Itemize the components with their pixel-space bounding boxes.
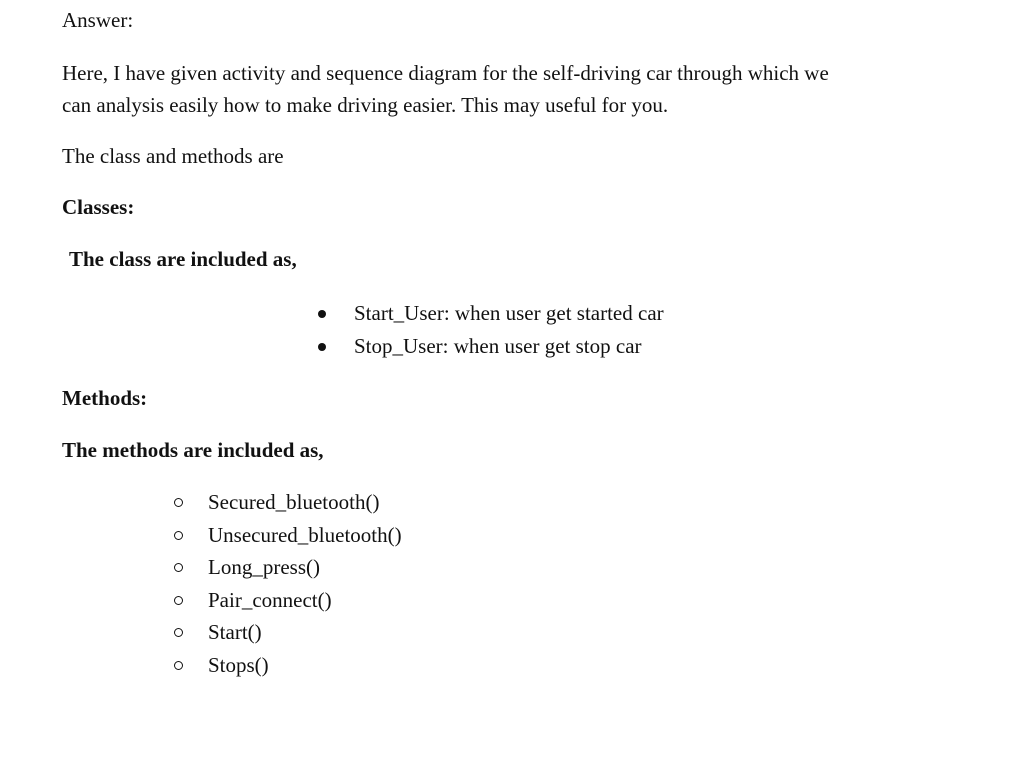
classes-methods-intro: The class and methods are bbox=[62, 143, 284, 168]
list-item bbox=[174, 584, 982, 617]
method-item-text: Unsecured_bluetooth() bbox=[208, 522, 402, 547]
list-item bbox=[174, 616, 982, 649]
bullet-circle-icon bbox=[174, 596, 183, 605]
list-item bbox=[174, 486, 982, 519]
classes-subheading: The class are included as, bbox=[69, 246, 297, 271]
method-item-text: Start() bbox=[208, 620, 262, 644]
methods-list bbox=[62, 486, 982, 681]
list-item bbox=[318, 330, 982, 363]
bullet-dot-icon bbox=[318, 310, 326, 318]
class-item-text: Stop_User: when user get stop car bbox=[354, 334, 642, 358]
bullet-circle-icon bbox=[174, 563, 183, 572]
intro-line: Here, I have given activity and sequence diagram for the self-driving car through which we bbox=[62, 60, 829, 85]
document-body bbox=[62, 5, 982, 681]
method-item-text: Long_press() bbox=[208, 555, 320, 579]
classes-heading: Classes: bbox=[62, 195, 135, 219]
list-item bbox=[174, 551, 982, 584]
classes-list bbox=[62, 297, 982, 363]
method-item-text: Stops() bbox=[208, 652, 269, 677]
methods-heading: Methods: bbox=[62, 386, 148, 410]
list-item bbox=[174, 649, 982, 682]
bullet-dot-icon bbox=[318, 343, 326, 351]
methods-subheading: The methods are included as, bbox=[62, 437, 324, 462]
intro-line: can analysis easily how to make driving easier. This may useful for you. bbox=[62, 92, 669, 117]
bullet-circle-icon bbox=[174, 661, 183, 670]
list-item bbox=[174, 519, 982, 552]
list-item bbox=[318, 297, 982, 330]
bullet-circle-icon bbox=[174, 531, 183, 540]
method-item-text: Secured_bluetooth() bbox=[208, 490, 380, 514]
intro-paragraph bbox=[62, 57, 982, 121]
class-item-text: Start_User: when user get started car bbox=[354, 301, 664, 325]
method-item-text: Pair_connect() bbox=[208, 587, 332, 612]
bullet-circle-icon bbox=[174, 498, 183, 507]
bullet-circle-icon bbox=[174, 628, 183, 637]
answer-label: Answer: bbox=[62, 8, 134, 32]
